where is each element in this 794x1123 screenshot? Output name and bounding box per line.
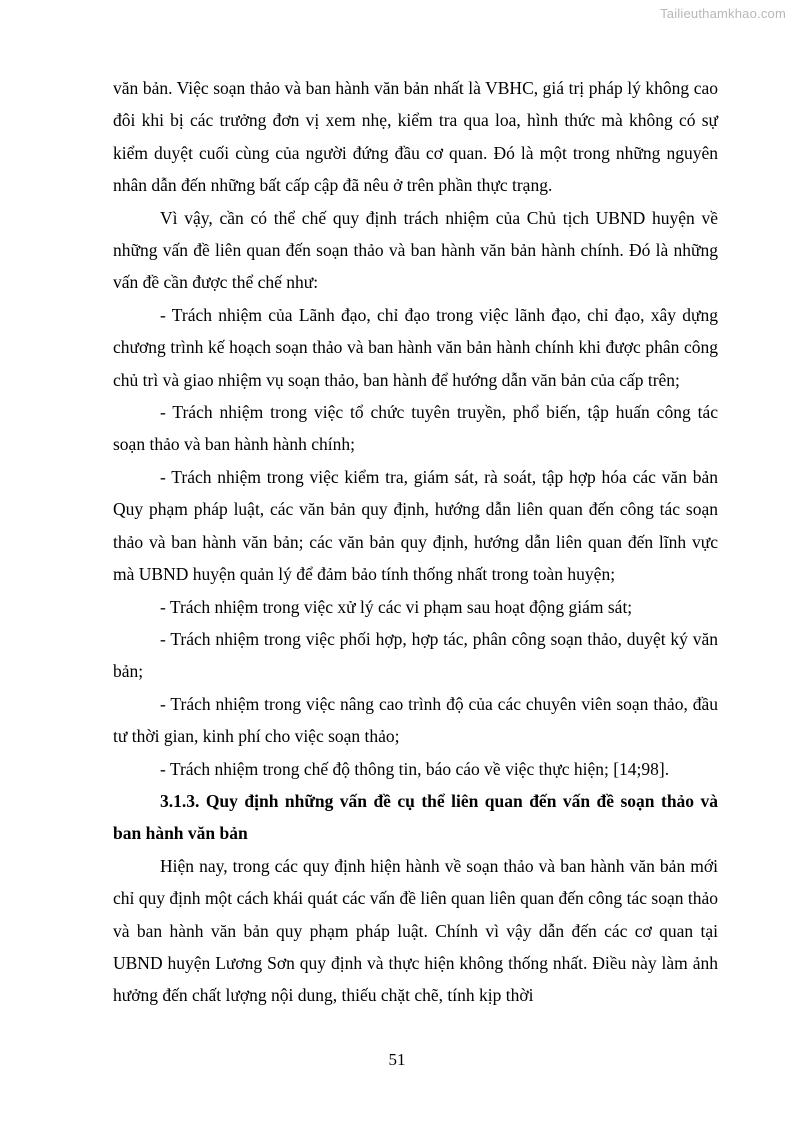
- list-item-coordination: - Trách nhiệm trong việc phối hợp, hợp tác, phân công soạn thảo, duyệt ký văn bản;: [113, 628, 718, 682]
- page-number: 51: [388, 1050, 406, 1069]
- paragraph-current-status: Hiện nay, trong các quy định hiện hành về soạn thảo và ban hành văn bản mới chỉ quy định một cách khái quát các vấn đề liên quan liên quan đến công tác soạn thảo và ban hành văn bản quy phạm pháp luật. Chính vì vậy dẫn đến các cơ quan tại UBND huyện Lương Sơn quy định và thực hiện không thống nhất. Điều này làm ảnh hưởng đến chất lượng nội dung, thiếu chặt chẽ, tính kịp thời: [113, 855, 718, 1006]
- paragraph-continuation: văn bản. Việc soạn thảo và ban hành văn bản nhất là VBHC, giá trị pháp lý không cao đôi khi bị các trưởng đơn vị xem nhẹ, kiểm tra qua loa, hình thức mà không có sự kiểm duyệt cuối cùng của người đứng đầu cơ quan. Đó là một trong những nguyên nhân dẫn đến những bất cấp cập đã nêu ở trên phần thực trạng.: [113, 78, 718, 196]
- watermark: Tailieuthamkhao.com: [660, 6, 786, 21]
- section-heading: 3.1.3. Quy định những vấn đề cụ thể liên quan đến vấn đề soạn thảo và ban hành văn bản: [113, 790, 718, 844]
- list-item-capacity: - Trách nhiệm trong việc nâng cao trình độ của các chuyên viên soạn thảo, đầu tư thời gian, kinh phí cho việc soạn thảo;: [113, 693, 718, 747]
- list-item-reporting: - Trách nhiệm trong chế độ thông tin, báo cáo về việc thực hiện; [14;98].: [160, 758, 670, 779]
- list-item-training: - Trách nhiệm trong việc tổ chức tuyên truyền, phổ biến, tập huấn công tác soạn thảo và ban hành hành chính;: [113, 402, 718, 455]
- page-content: [113, 72, 718, 1012]
- list-item-inspection: - Trách nhiệm trong việc kiểm tra, giám sát, rà soát, tập hợp hóa các văn bản Quy phạm pháp luật, các văn bản quy định, hướng dẫn liên quan đến công tác soạn thảo và ban hành văn bản; các văn bản quy định, hướng dẫn liên quan đến lĩnh vực mà UBND huyện quản lý để đảm bảo tính thống nhất trong toàn huyện;: [113, 466, 718, 585]
- paragraph-intro: Vì vậy, cần có thể chế quy định trách nhiệm của Chủ tịch UBND huyện về những vấn đề liên quan đến soạn thảo và ban hành văn bản hành chính. Đó là những vấn đề cần được thể chế như:: [113, 207, 718, 293]
- list-item-violations: - Trách nhiệm trong việc xử lý các vi phạm sau hoạt động giám sát;: [160, 596, 633, 617]
- list-item-leadership: - Trách nhiệm của Lãnh đạo, chỉ đạo trong việc lãnh đạo, chỉ đạo, xây dựng chương trình kế hoạch soạn thảo và ban hành văn bản hành chính khi được phân công chủ trì và giao nhiệm vụ soạn thảo, ban hành để hướng dẫn văn bản của cấp trên;: [113, 304, 718, 390]
